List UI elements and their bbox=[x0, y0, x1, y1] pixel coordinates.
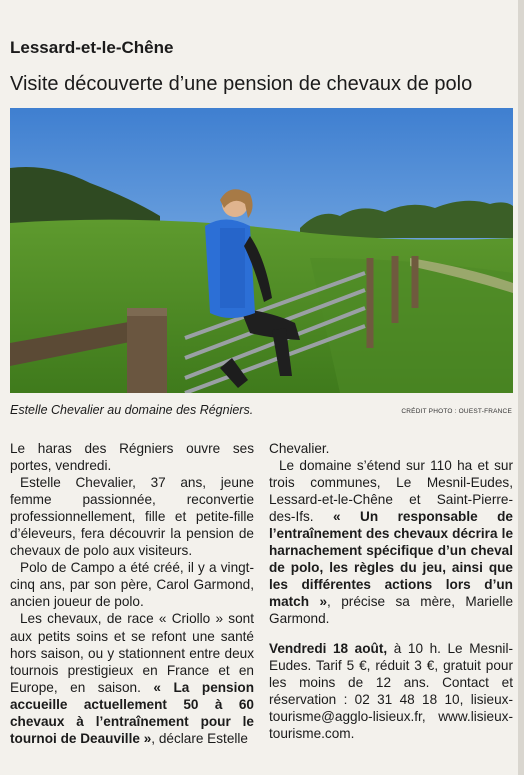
paragraph-4 bbox=[10, 610, 254, 746]
practical-info bbox=[269, 640, 513, 742]
page-edge-shadow bbox=[518, 0, 524, 775]
paragraph-5-text: Le domaine s’étend sur 110 ha et sur trois communes, Le Mesnil-Eudes, Lessard-et-le-Chêne et Saint-Pierre-des-Ifs. bbox=[269, 458, 513, 525]
photo-caption: Estelle Chevalier au domaine des Régniers. bbox=[10, 403, 254, 417]
photo-illustration bbox=[10, 108, 513, 393]
paragraph-1: Le haras des Régniers ouvre ses portes, vendredi. bbox=[10, 441, 254, 474]
quote-attribution: , déclare Estelle bbox=[151, 730, 248, 746]
quote-training: « Un responsable de l’entraînement des chevaux décrira le harnachement spécifique d’un cheval de polo, les règles du jeu, ainsi que les différentes actions lors d’un match » bbox=[269, 509, 513, 610]
paragraph-5 bbox=[269, 457, 513, 627]
paragraph-2: Estelle Chevalier, 37 ans, jeune femme passionnée, reconvertie professionnellement, fille et petite-fille d’éleveurs, fera découvrir la pension de chevaux de polo aux visiteurs. bbox=[10, 475, 254, 559]
photo-credit: CRÉDIT PHOTO : OUEST-FRANCE bbox=[401, 408, 512, 415]
paragraph-continued: Chevalier. bbox=[269, 441, 330, 456]
article-column-2 bbox=[269, 440, 513, 742]
quote-pension: « La pension accueille actuellement 50 à 60 chevaux à l’entraînement pour le tournoi de Deauville » bbox=[10, 679, 255, 746]
article-column-1 bbox=[10, 440, 254, 747]
paragraph-4-text: Les chevaux, de race « Criollo » sont aux petits soins et se refont une santé hors saison, ou y stationnent entre deux tournois prestigieux en France et en Europe, en saison. bbox=[10, 611, 254, 695]
event-details: à 10 h. Le Mesnil-Eudes. Tarif 5 €, réduit 3 €, gratuit pour les moins de 12 ans. Contact et réservation : 02 31 48 18 10, lisieux-tourisme@agglo-lisieux.fr, www.lisieux-tourisme.com. bbox=[269, 640, 513, 741]
quote-attribution-2: , précise sa mère, Marielle Garmond. bbox=[269, 594, 514, 627]
paragraph-3: Polo de Campo a été créé, il y a vingt-cinq ans, par son père, Carol Garmond, ancien joueur de polo. bbox=[10, 560, 254, 610]
article-kicker: Lessard-et-le-Chêne bbox=[10, 38, 174, 57]
event-date: Vendredi 18 août, bbox=[269, 640, 388, 656]
article-headline: Visite découverte d’une pension de chevaux de polo bbox=[10, 73, 473, 95]
article-photo bbox=[10, 108, 513, 393]
